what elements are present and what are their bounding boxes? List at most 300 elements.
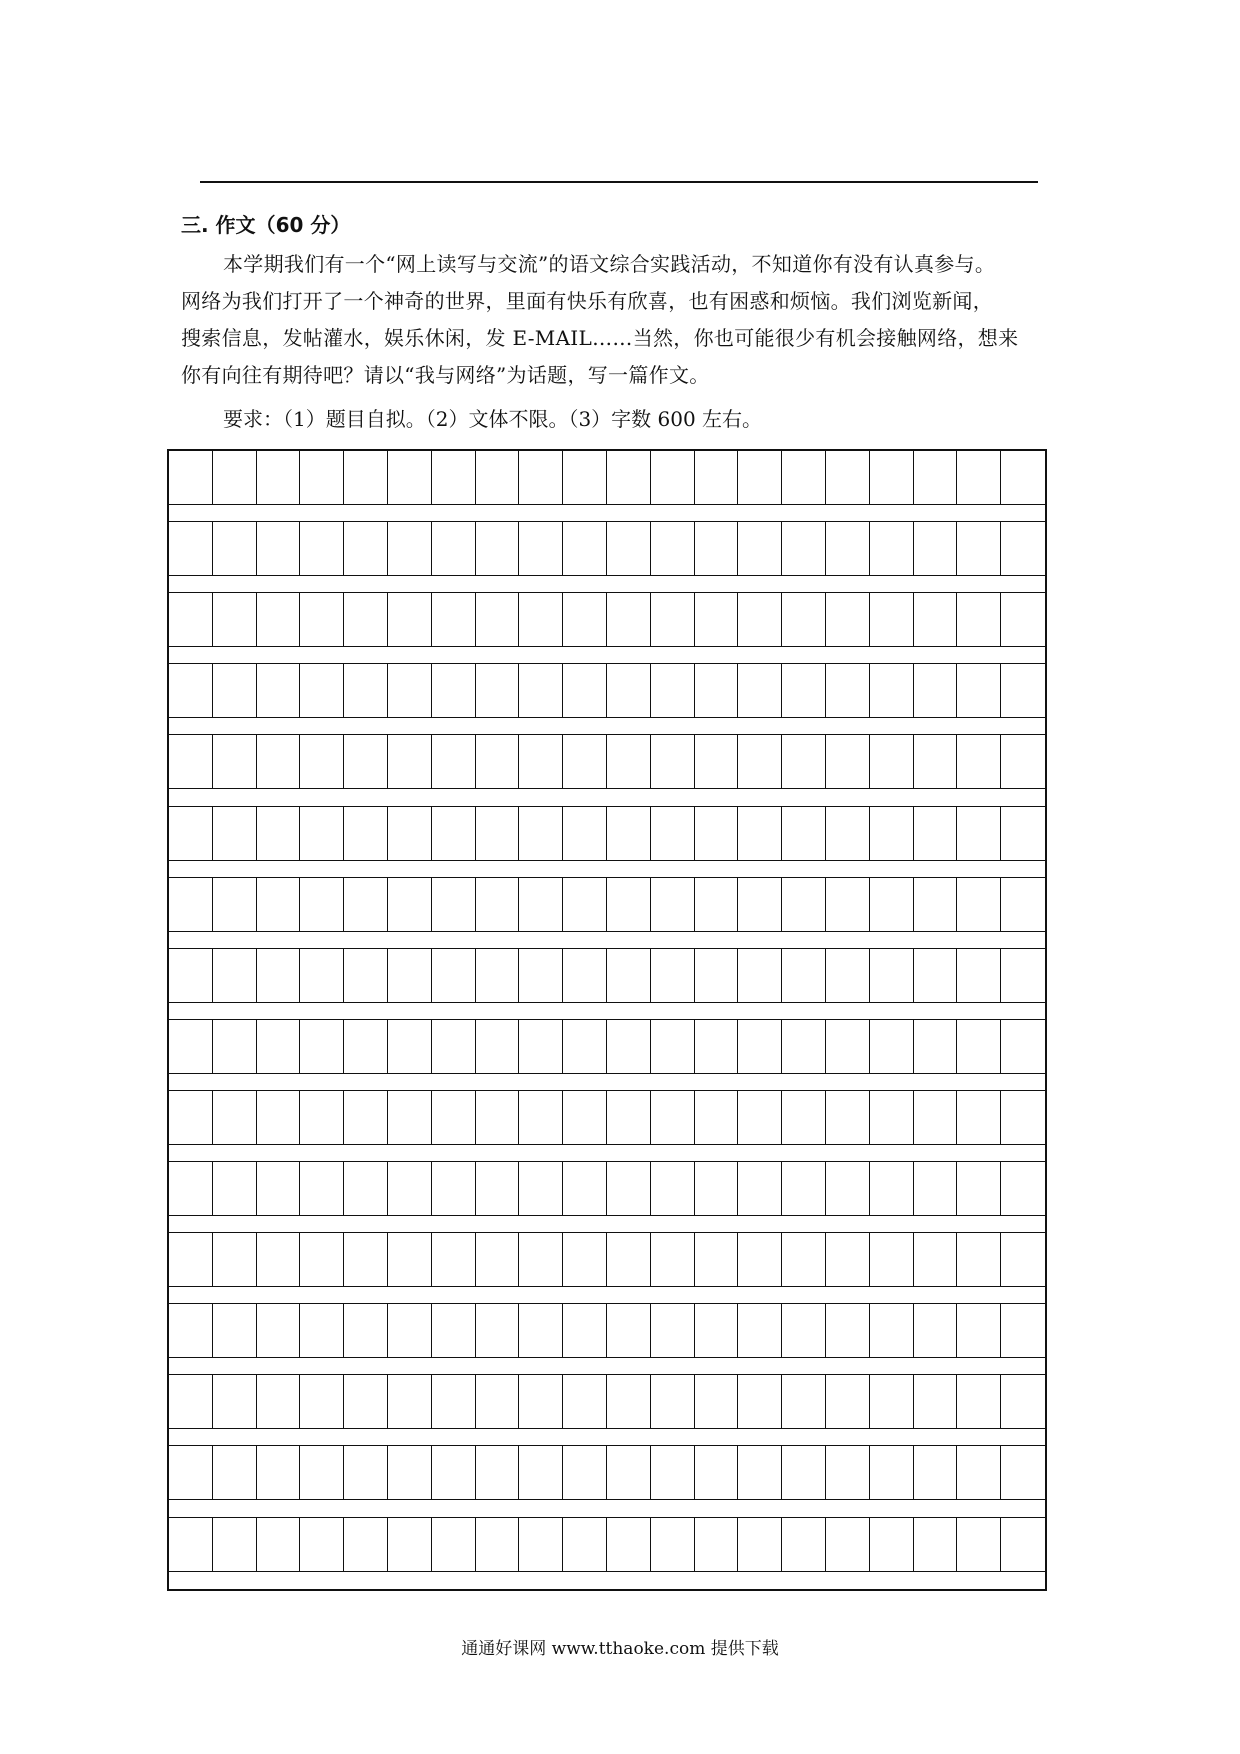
grid-cell[interactable] xyxy=(563,949,607,1002)
grid-cell[interactable] xyxy=(607,1375,651,1428)
grid-cell[interactable] xyxy=(957,949,1001,1002)
grid-cell[interactable] xyxy=(738,735,782,788)
grid-cell[interactable] xyxy=(607,522,651,575)
grid-cell[interactable] xyxy=(607,664,651,717)
grid-cell[interactable] xyxy=(213,1375,257,1428)
grid-cell[interactable] xyxy=(651,1446,695,1499)
grid-cell[interactable] xyxy=(870,1304,914,1357)
grid-cell[interactable] xyxy=(213,807,257,860)
grid-cell[interactable] xyxy=(782,593,826,646)
grid-cell[interactable] xyxy=(651,1304,695,1357)
grid-cell[interactable] xyxy=(388,1020,432,1073)
grid-cell[interactable] xyxy=(169,1518,213,1571)
grid-cell[interactable] xyxy=(388,664,432,717)
grid-cell[interactable] xyxy=(826,735,870,788)
grid-cell[interactable] xyxy=(826,1518,870,1571)
grid-cell[interactable] xyxy=(476,1233,520,1286)
grid-cell[interactable] xyxy=(870,522,914,575)
grid-cell[interactable] xyxy=(738,1518,782,1571)
grid-cell[interactable] xyxy=(738,664,782,717)
grid-cell[interactable] xyxy=(826,1304,870,1357)
grid-cell[interactable] xyxy=(1001,949,1045,1002)
grid-cell[interactable] xyxy=(738,1020,782,1073)
grid-cell[interactable] xyxy=(213,1233,257,1286)
grid-cell[interactable] xyxy=(957,451,1001,504)
grid-cell[interactable] xyxy=(563,1446,607,1499)
grid-cell[interactable] xyxy=(826,1446,870,1499)
grid-cell[interactable] xyxy=(213,1091,257,1144)
grid-cell[interactable] xyxy=(476,1091,520,1144)
grid-cell[interactable] xyxy=(432,1375,476,1428)
grid-cell[interactable] xyxy=(169,522,213,575)
grid-cell[interactable] xyxy=(695,1020,739,1073)
grid-cell[interactable] xyxy=(563,1518,607,1571)
grid-cell[interactable] xyxy=(826,1091,870,1144)
grid-cell[interactable] xyxy=(957,593,1001,646)
grid-cell[interactable] xyxy=(607,1518,651,1571)
grid-cell[interactable] xyxy=(388,1162,432,1215)
grid-cell[interactable] xyxy=(519,1091,563,1144)
grid-cell[interactable] xyxy=(607,949,651,1002)
grid-cell[interactable] xyxy=(738,807,782,860)
grid-cell[interactable] xyxy=(519,664,563,717)
grid-cell[interactable] xyxy=(213,1304,257,1357)
grid-cell[interactable] xyxy=(607,1091,651,1144)
grid-cell[interactable] xyxy=(388,1446,432,1499)
grid-cell[interactable] xyxy=(519,522,563,575)
grid-cell[interactable] xyxy=(169,1020,213,1073)
grid-cell[interactable] xyxy=(432,735,476,788)
grid-cell[interactable] xyxy=(563,1375,607,1428)
grid-cell[interactable] xyxy=(300,1518,344,1571)
grid-cell[interactable] xyxy=(914,1233,958,1286)
grid-cell[interactable] xyxy=(826,949,870,1002)
grid-cell[interactable] xyxy=(432,593,476,646)
grid-cell[interactable] xyxy=(870,1233,914,1286)
grid-cell[interactable] xyxy=(344,451,388,504)
grid-cell[interactable] xyxy=(169,735,213,788)
grid-cell[interactable] xyxy=(782,949,826,1002)
grid-cell[interactable] xyxy=(957,807,1001,860)
grid-cell[interactable] xyxy=(651,949,695,1002)
grid-cell[interactable] xyxy=(1001,1518,1045,1571)
grid-cell[interactable] xyxy=(695,664,739,717)
grid-cell[interactable] xyxy=(432,1091,476,1144)
grid-cell[interactable] xyxy=(1001,664,1045,717)
grid-cell[interactable] xyxy=(957,878,1001,931)
grid-cell[interactable] xyxy=(388,878,432,931)
grid-cell[interactable] xyxy=(388,949,432,1002)
grid-cell[interactable] xyxy=(1001,878,1045,931)
grid-cell[interactable] xyxy=(257,1304,301,1357)
grid-cell[interactable] xyxy=(738,522,782,575)
grid-cell[interactable] xyxy=(651,1162,695,1215)
grid-cell[interactable] xyxy=(169,1375,213,1428)
grid-cell[interactable] xyxy=(257,1233,301,1286)
grid-cell[interactable] xyxy=(257,451,301,504)
grid-cell[interactable] xyxy=(344,878,388,931)
grid-cell[interactable] xyxy=(782,1091,826,1144)
grid-cell[interactable] xyxy=(563,1020,607,1073)
grid-cell[interactable] xyxy=(300,1233,344,1286)
grid-cell[interactable] xyxy=(213,1446,257,1499)
grid-cell[interactable] xyxy=(388,1375,432,1428)
grid-cell[interactable] xyxy=(695,1304,739,1357)
grid-cell[interactable] xyxy=(213,522,257,575)
grid-cell[interactable] xyxy=(169,878,213,931)
grid-cell[interactable] xyxy=(607,735,651,788)
grid-cell[interactable] xyxy=(870,451,914,504)
grid-cell[interactable] xyxy=(870,664,914,717)
grid-cell[interactable] xyxy=(651,1020,695,1073)
grid-cell[interactable] xyxy=(563,1162,607,1215)
grid-cell[interactable] xyxy=(300,1375,344,1428)
grid-cell[interactable] xyxy=(432,1233,476,1286)
grid-cell[interactable] xyxy=(432,1162,476,1215)
grid-cell[interactable] xyxy=(169,1233,213,1286)
grid-cell[interactable] xyxy=(695,949,739,1002)
grid-cell[interactable] xyxy=(651,593,695,646)
grid-cell[interactable] xyxy=(695,1446,739,1499)
grid-cell[interactable] xyxy=(519,1304,563,1357)
grid-cell[interactable] xyxy=(344,1233,388,1286)
grid-cell[interactable] xyxy=(563,522,607,575)
grid-cell[interactable] xyxy=(1001,1304,1045,1357)
grid-cell[interactable] xyxy=(257,1375,301,1428)
grid-cell[interactable] xyxy=(300,664,344,717)
grid-cell[interactable] xyxy=(388,451,432,504)
grid-cell[interactable] xyxy=(563,664,607,717)
grid-cell[interactable] xyxy=(826,1375,870,1428)
grid-cell[interactable] xyxy=(169,664,213,717)
grid-cell[interactable] xyxy=(957,664,1001,717)
grid-cell[interactable] xyxy=(388,1304,432,1357)
grid-cell[interactable] xyxy=(300,1020,344,1073)
grid-cell[interactable] xyxy=(344,1446,388,1499)
grid-cell[interactable] xyxy=(607,451,651,504)
grid-cell[interactable] xyxy=(695,1375,739,1428)
grid-cell[interactable] xyxy=(169,1304,213,1357)
grid-cell[interactable] xyxy=(169,451,213,504)
grid-cell[interactable] xyxy=(826,1233,870,1286)
grid-cell[interactable] xyxy=(1001,1446,1045,1499)
grid-cell[interactable] xyxy=(782,735,826,788)
grid-cell[interactable] xyxy=(870,878,914,931)
grid-cell[interactable] xyxy=(432,522,476,575)
grid-cell[interactable] xyxy=(563,807,607,860)
grid-cell[interactable] xyxy=(213,593,257,646)
grid-cell[interactable] xyxy=(957,1233,1001,1286)
grid-cell[interactable] xyxy=(257,878,301,931)
grid-cell[interactable] xyxy=(914,1446,958,1499)
grid-cell[interactable] xyxy=(1001,1375,1045,1428)
grid-cell[interactable] xyxy=(782,1020,826,1073)
grid-cell[interactable] xyxy=(870,1162,914,1215)
grid-cell[interactable] xyxy=(432,807,476,860)
grid-cell[interactable] xyxy=(213,949,257,1002)
grid-cell[interactable] xyxy=(957,1020,1001,1073)
grid-cell[interactable] xyxy=(300,593,344,646)
grid-cell[interactable] xyxy=(738,1304,782,1357)
grid-cell[interactable] xyxy=(695,522,739,575)
grid-cell[interactable] xyxy=(213,664,257,717)
grid-cell[interactable] xyxy=(344,807,388,860)
grid-cell[interactable] xyxy=(782,1304,826,1357)
grid-cell[interactable] xyxy=(257,1518,301,1571)
grid-cell[interactable] xyxy=(388,807,432,860)
grid-cell[interactable] xyxy=(344,949,388,1002)
grid-cell[interactable] xyxy=(432,1518,476,1571)
grid-cell[interactable] xyxy=(213,1020,257,1073)
grid-cell[interactable] xyxy=(651,451,695,504)
grid-cell[interactable] xyxy=(476,451,520,504)
grid-cell[interactable] xyxy=(870,593,914,646)
grid-cell[interactable] xyxy=(169,1446,213,1499)
grid-cell[interactable] xyxy=(344,735,388,788)
grid-cell[interactable] xyxy=(826,807,870,860)
grid-cell[interactable] xyxy=(826,664,870,717)
grid-cell[interactable] xyxy=(344,593,388,646)
grid-cell[interactable] xyxy=(738,451,782,504)
grid-cell[interactable] xyxy=(257,522,301,575)
grid-cell[interactable] xyxy=(914,1162,958,1215)
grid-cell[interactable] xyxy=(738,1091,782,1144)
grid-cell[interactable] xyxy=(344,522,388,575)
grid-cell[interactable] xyxy=(519,593,563,646)
grid-cell[interactable] xyxy=(1001,593,1045,646)
grid-cell[interactable] xyxy=(300,522,344,575)
grid-cell[interactable] xyxy=(695,1518,739,1571)
grid-cell[interactable] xyxy=(344,1091,388,1144)
grid-cell[interactable] xyxy=(870,807,914,860)
grid-cell[interactable] xyxy=(388,1233,432,1286)
grid-cell[interactable] xyxy=(651,1518,695,1571)
grid-cell[interactable] xyxy=(870,1518,914,1571)
grid-cell[interactable] xyxy=(563,1304,607,1357)
grid-cell[interactable] xyxy=(344,1304,388,1357)
grid-cell[interactable] xyxy=(432,949,476,1002)
grid-cell[interactable] xyxy=(300,807,344,860)
grid-cell[interactable] xyxy=(432,878,476,931)
grid-cell[interactable] xyxy=(826,593,870,646)
grid-cell[interactable] xyxy=(476,949,520,1002)
grid-cell[interactable] xyxy=(563,878,607,931)
grid-cell[interactable] xyxy=(519,451,563,504)
grid-cell[interactable] xyxy=(782,807,826,860)
grid-cell[interactable] xyxy=(169,949,213,1002)
grid-cell[interactable] xyxy=(782,664,826,717)
grid-cell[interactable] xyxy=(782,1233,826,1286)
grid-cell[interactable] xyxy=(607,1233,651,1286)
grid-cell[interactable] xyxy=(695,1091,739,1144)
grid-cell[interactable] xyxy=(651,664,695,717)
grid-cell[interactable] xyxy=(651,807,695,860)
grid-cell[interactable] xyxy=(826,451,870,504)
grid-cell[interactable] xyxy=(300,735,344,788)
grid-cell[interactable] xyxy=(563,1233,607,1286)
grid-cell[interactable] xyxy=(257,593,301,646)
grid-cell[interactable] xyxy=(914,1020,958,1073)
grid-cell[interactable] xyxy=(476,735,520,788)
grid-cell[interactable] xyxy=(257,664,301,717)
grid-cell[interactable] xyxy=(914,664,958,717)
grid-cell[interactable] xyxy=(826,522,870,575)
grid-cell[interactable] xyxy=(432,1446,476,1499)
grid-cell[interactable] xyxy=(957,1518,1001,1571)
grid-cell[interactable] xyxy=(695,735,739,788)
grid-cell[interactable] xyxy=(476,807,520,860)
grid-cell[interactable] xyxy=(476,593,520,646)
grid-cell[interactable] xyxy=(695,1233,739,1286)
grid-cell[interactable] xyxy=(476,664,520,717)
grid-cell[interactable] xyxy=(782,1375,826,1428)
grid-cell[interactable] xyxy=(519,1446,563,1499)
grid-cell[interactable] xyxy=(476,522,520,575)
grid-cell[interactable] xyxy=(782,1446,826,1499)
grid-cell[interactable] xyxy=(388,1091,432,1144)
grid-cell[interactable] xyxy=(519,949,563,1002)
grid-cell[interactable] xyxy=(738,1375,782,1428)
grid-cell[interactable] xyxy=(914,522,958,575)
grid-cell[interactable] xyxy=(300,1304,344,1357)
grid-cell[interactable] xyxy=(519,1518,563,1571)
grid-cell[interactable] xyxy=(563,451,607,504)
grid-cell[interactable] xyxy=(651,1091,695,1144)
grid-cell[interactable] xyxy=(476,1162,520,1215)
grid-cell[interactable] xyxy=(651,1375,695,1428)
grid-cell[interactable] xyxy=(213,1162,257,1215)
grid-cell[interactable] xyxy=(257,949,301,1002)
grid-cell[interactable] xyxy=(1001,807,1045,860)
grid-cell[interactable] xyxy=(695,807,739,860)
grid-cell[interactable] xyxy=(651,878,695,931)
grid-cell[interactable] xyxy=(344,1518,388,1571)
grid-cell[interactable] xyxy=(169,593,213,646)
grid-cell[interactable] xyxy=(300,878,344,931)
grid-cell[interactable] xyxy=(300,1446,344,1499)
grid-cell[interactable] xyxy=(432,664,476,717)
grid-cell[interactable] xyxy=(738,949,782,1002)
grid-cell[interactable] xyxy=(738,1162,782,1215)
grid-cell[interactable] xyxy=(957,1304,1001,1357)
grid-cell[interactable] xyxy=(914,1091,958,1144)
grid-cell[interactable] xyxy=(914,1518,958,1571)
grid-cell[interactable] xyxy=(1001,451,1045,504)
grid-cell[interactable] xyxy=(563,1091,607,1144)
grid-cell[interactable] xyxy=(344,1162,388,1215)
grid-cell[interactable] xyxy=(826,878,870,931)
grid-cell[interactable] xyxy=(169,1091,213,1144)
grid-cell[interactable] xyxy=(782,1518,826,1571)
grid-cell[interactable] xyxy=(914,949,958,1002)
grid-cell[interactable] xyxy=(695,878,739,931)
grid-cell[interactable] xyxy=(432,1020,476,1073)
grid-cell[interactable] xyxy=(563,593,607,646)
grid-cell[interactable] xyxy=(344,1020,388,1073)
grid-cell[interactable] xyxy=(1001,522,1045,575)
grid-cell[interactable] xyxy=(519,1375,563,1428)
grid-cell[interactable] xyxy=(519,735,563,788)
grid-cell[interactable] xyxy=(213,878,257,931)
grid-cell[interactable] xyxy=(695,593,739,646)
grid-cell[interactable] xyxy=(519,878,563,931)
grid-cell[interactable] xyxy=(607,807,651,860)
grid-cell[interactable] xyxy=(957,1162,1001,1215)
grid-cell[interactable] xyxy=(476,1020,520,1073)
grid-cell[interactable] xyxy=(738,1446,782,1499)
grid-cell[interactable] xyxy=(213,1518,257,1571)
grid-cell[interactable] xyxy=(476,1446,520,1499)
grid-cell[interactable] xyxy=(213,451,257,504)
grid-cell[interactable] xyxy=(957,735,1001,788)
grid-cell[interactable] xyxy=(300,1091,344,1144)
grid-cell[interactable] xyxy=(1001,1020,1045,1073)
grid-cell[interactable] xyxy=(257,1020,301,1073)
grid-cell[interactable] xyxy=(607,1446,651,1499)
grid-cell[interactable] xyxy=(651,735,695,788)
grid-cell[interactable] xyxy=(782,451,826,504)
grid-cell[interactable] xyxy=(914,1375,958,1428)
grid-cell[interactable] xyxy=(695,451,739,504)
grid-cell[interactable] xyxy=(257,1446,301,1499)
grid-cell[interactable] xyxy=(782,1162,826,1215)
grid-cell[interactable] xyxy=(388,522,432,575)
grid-cell[interactable] xyxy=(300,949,344,1002)
grid-cell[interactable] xyxy=(519,1162,563,1215)
grid-cell[interactable] xyxy=(914,878,958,931)
grid-cell[interactable] xyxy=(344,1375,388,1428)
grid-cell[interactable] xyxy=(738,878,782,931)
grid-cell[interactable] xyxy=(870,949,914,1002)
grid-cell[interactable] xyxy=(914,593,958,646)
grid-cell[interactable] xyxy=(782,878,826,931)
grid-cell[interactable] xyxy=(1001,1091,1045,1144)
grid-cell[interactable] xyxy=(957,1091,1001,1144)
grid-cell[interactable] xyxy=(914,1304,958,1357)
grid-cell[interactable] xyxy=(607,593,651,646)
grid-cell[interactable] xyxy=(1001,735,1045,788)
grid-cell[interactable] xyxy=(257,1091,301,1144)
grid-cell[interactable] xyxy=(476,878,520,931)
grid-cell[interactable] xyxy=(388,593,432,646)
grid-cell[interactable] xyxy=(300,1162,344,1215)
grid-cell[interactable] xyxy=(651,522,695,575)
grid-cell[interactable] xyxy=(1001,1162,1045,1215)
grid-cell[interactable] xyxy=(432,451,476,504)
grid-cell[interactable] xyxy=(914,807,958,860)
grid-cell[interactable] xyxy=(257,735,301,788)
grid-cell[interactable] xyxy=(914,735,958,788)
grid-cell[interactable] xyxy=(914,451,958,504)
grid-cell[interactable] xyxy=(826,1162,870,1215)
grid-cell[interactable] xyxy=(695,1162,739,1215)
grid-cell[interactable] xyxy=(870,1446,914,1499)
grid-cell[interactable] xyxy=(257,807,301,860)
grid-cell[interactable] xyxy=(607,878,651,931)
grid-cell[interactable] xyxy=(782,522,826,575)
grid-cell[interactable] xyxy=(519,1020,563,1073)
grid-cell[interactable] xyxy=(607,1020,651,1073)
grid-cell[interactable] xyxy=(738,593,782,646)
grid-cell[interactable] xyxy=(607,1304,651,1357)
grid-cell[interactable] xyxy=(476,1304,520,1357)
grid-cell[interactable] xyxy=(563,735,607,788)
grid-cell[interactable] xyxy=(476,1375,520,1428)
grid-cell[interactable] xyxy=(213,735,257,788)
grid-cell[interactable] xyxy=(957,1375,1001,1428)
grid-cell[interactable] xyxy=(826,1020,870,1073)
grid-cell[interactable] xyxy=(870,1091,914,1144)
